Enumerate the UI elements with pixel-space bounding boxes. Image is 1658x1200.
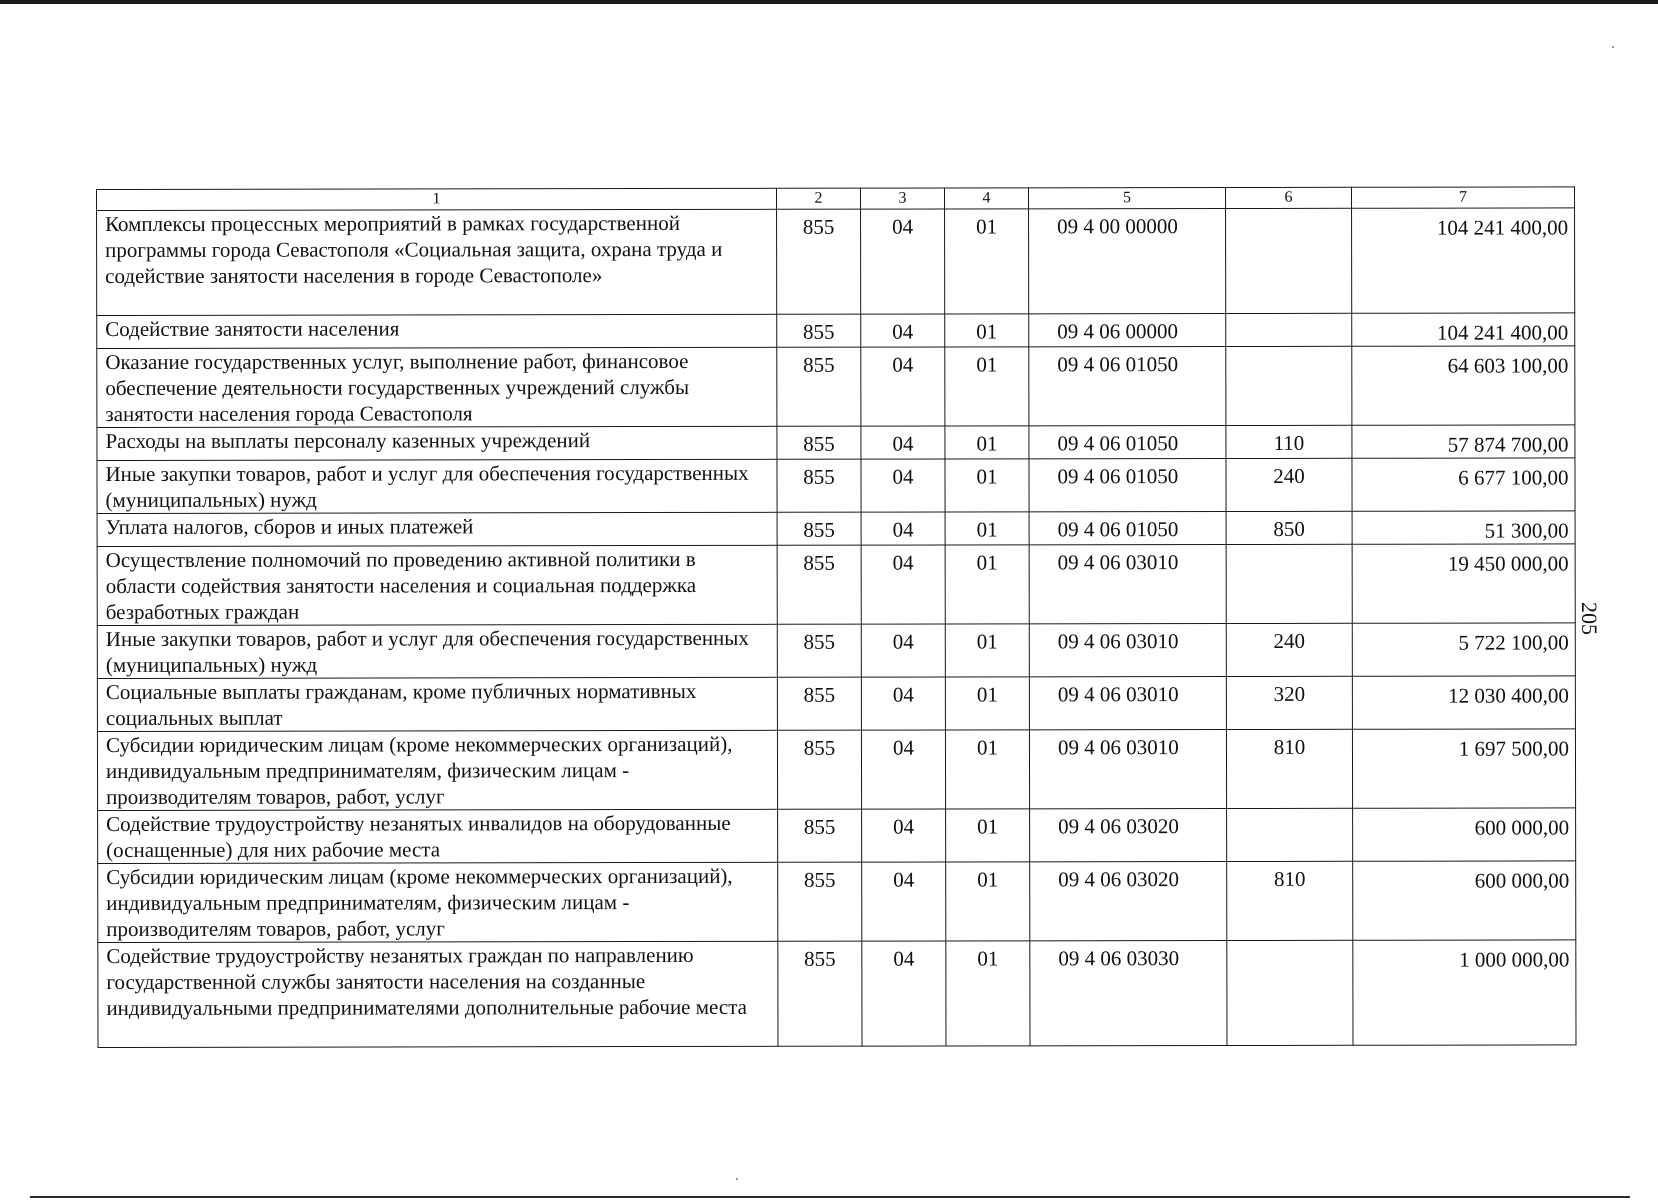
scan-speck [1612, 46, 1614, 48]
column-header: 4 [944, 188, 1028, 209]
row-amount: 64 603 100,00 [1352, 346, 1575, 425]
row-code-5: 09 4 00 00000 [1029, 209, 1226, 314]
row-amount: 104 241 400,00 [1352, 208, 1575, 313]
row-code-6: 110 [1226, 425, 1352, 458]
scan-speck [736, 1178, 738, 1180]
row-code-4: 01 [945, 209, 1029, 314]
row-amount: 104 241 400,00 [1352, 313, 1575, 346]
row-code-6: 810 [1226, 729, 1352, 808]
scan-top-edge [0, 0, 1658, 4]
row-code-5: 09 4 06 03010 [1029, 545, 1226, 624]
row-code-4: 01 [945, 347, 1029, 426]
row-name: Расходы на выплаты персоналу казенных учреждений [97, 426, 777, 460]
row-name: Оказание государственных услуг, выполнение работ, финансовое обеспечение деятельности государственных учреждений службы занятости населения города Севастополя [97, 347, 777, 427]
row-code-4: 01 [945, 545, 1029, 624]
table-row [97, 729, 1575, 811]
row-code-5: 09 4 06 03020 [1030, 862, 1227, 941]
table-row [98, 808, 1576, 864]
row-code-5: 09 4 06 03010 [1029, 677, 1226, 730]
row-code-2: 855 [777, 347, 861, 426]
row-code-6: 320 [1226, 676, 1352, 729]
row-code-3: 04 [861, 624, 945, 677]
scan-bottom-edge [30, 1196, 1630, 1198]
row-code-4: 01 [945, 730, 1029, 809]
table-body [97, 208, 1576, 1048]
row-code-4: 01 [946, 941, 1030, 1046]
row-code-5: 09 4 06 03030 [1030, 941, 1227, 1046]
page-number: 205 [1577, 602, 1602, 635]
column-header: 7 [1351, 187, 1574, 208]
row-code-6 [1226, 313, 1352, 346]
table-row [97, 544, 1575, 626]
budget-table [96, 186, 1576, 1048]
column-header: 6 [1225, 187, 1351, 208]
row-code-2: 855 [777, 677, 861, 730]
row-code-5: 09 4 06 00000 [1029, 314, 1226, 347]
row-code-5: 09 4 06 01050 [1029, 512, 1226, 545]
row-amount: 600 000,00 [1353, 808, 1576, 861]
row-code-2: 855 [777, 426, 861, 459]
table-row [97, 623, 1575, 679]
row-code-4: 01 [945, 512, 1029, 545]
table-row [97, 346, 1575, 428]
row-name: Содействие трудоустройству незанятых граждан по направлению государственной службы занятости населения на созданные индивидуальными предпринимателями дополнительные рабочие места [98, 941, 778, 1047]
row-name: Субсидии юридическим лицам (кроме некоммерческих организаций), индивидуальным предпринимателям, физическим лицам - производителям товаров, работ, услуг [98, 862, 778, 942]
row-amount: 51 300,00 [1352, 511, 1575, 544]
row-name: Осуществление полномочий по проведению активной политики в области содействия занятости населения и социальная поддержка безработных граждан [97, 545, 777, 625]
row-code-2: 855 [777, 209, 861, 314]
row-amount: 1 000 000,00 [1353, 940, 1576, 1045]
row-name: Иные закупки товаров, работ и услуг для обеспечения государственных (муниципальных) нужд [97, 624, 777, 678]
row-code-4: 01 [945, 314, 1029, 347]
row-code-6 [1226, 208, 1352, 313]
row-code-5: 09 4 06 03010 [1029, 730, 1226, 809]
table-row [97, 458, 1575, 514]
row-code-5: 09 4 06 01050 [1029, 459, 1226, 512]
row-code-3: 04 [861, 512, 945, 545]
row-name: Уплата налогов, сборов и иных платежей [97, 512, 777, 546]
row-code-6 [1227, 940, 1353, 1045]
row-code-6 [1227, 808, 1353, 861]
row-code-4: 01 [945, 459, 1029, 512]
row-amount: 5 722 100,00 [1352, 623, 1575, 676]
table-row [98, 940, 1576, 1048]
row-name: Содействие трудоустройству незанятых инвалидов на оборудованные (оснащенные) для них рабочие места [98, 809, 778, 863]
row-code-5: 09 4 06 03020 [1030, 809, 1227, 862]
row-code-3: 04 [861, 730, 945, 809]
row-amount: 19 450 000,00 [1352, 544, 1575, 623]
row-code-3: 04 [862, 862, 946, 941]
column-header: 1 [97, 188, 777, 210]
row-code-2: 855 [778, 809, 862, 862]
row-code-2: 855 [777, 545, 861, 624]
row-code-6 [1226, 544, 1352, 623]
row-code-5: 09 4 06 03010 [1029, 624, 1226, 677]
row-code-2: 855 [777, 314, 861, 347]
table-row [98, 861, 1576, 943]
header-row [97, 187, 1575, 211]
row-code-3: 04 [861, 677, 945, 730]
row-code-2: 855 [777, 624, 861, 677]
column-header: 2 [776, 188, 860, 209]
row-code-2: 855 [777, 512, 861, 545]
row-code-3: 04 [861, 545, 945, 624]
table-row [97, 208, 1575, 316]
row-code-2: 855 [778, 862, 862, 941]
row-amount: 12 030 400,00 [1352, 676, 1575, 729]
row-amount: 57 874 700,00 [1352, 425, 1575, 458]
row-name: Иные закупки товаров, работ и услуг для обеспечения государственных (муниципальных) нужд [97, 459, 777, 513]
row-code-2: 855 [777, 459, 861, 512]
row-amount: 1 697 500,00 [1352, 729, 1575, 808]
row-code-4: 01 [946, 809, 1030, 862]
row-code-6: 810 [1227, 861, 1353, 940]
table-row [97, 511, 1575, 547]
row-code-3: 04 [861, 459, 945, 512]
row-code-6: 240 [1226, 623, 1352, 676]
row-name: Субсидии юридическим лицам (кроме некоммерческих организаций), индивидуальным предпринимателям, физическим лицам - производителям товаров, работ, услуг [97, 730, 777, 810]
row-amount: 600 000,00 [1353, 861, 1576, 940]
row-code-5: 09 4 06 01050 [1029, 426, 1226, 459]
table-row [97, 676, 1575, 732]
row-amount: 6 677 100,00 [1352, 458, 1575, 511]
row-code-3: 04 [862, 941, 946, 1046]
row-code-4: 01 [946, 862, 1030, 941]
row-code-3: 04 [862, 809, 946, 862]
row-code-2: 855 [778, 941, 862, 1046]
row-name: Комплексы процессных мероприятий в рамках государственной программы города Севастополя «Социальная защита, охрана труда и содействие занятости населения в городе Севастополе» [97, 209, 777, 315]
row-code-3: 04 [861, 314, 945, 347]
row-code-6 [1226, 346, 1352, 425]
row-code-6: 240 [1226, 458, 1352, 511]
row-name: Социальные выплаты гражданам, кроме публичных нормативных социальных выплат [97, 677, 777, 731]
row-code-3: 04 [861, 347, 945, 426]
row-code-4: 01 [945, 624, 1029, 677]
row-code-4: 01 [945, 426, 1029, 459]
row-code-6: 850 [1226, 511, 1352, 544]
table-row [97, 313, 1575, 349]
table-row [97, 425, 1575, 461]
row-code-3: 04 [861, 209, 945, 314]
column-header: 3 [860, 188, 944, 209]
row-code-5: 09 4 06 01050 [1029, 347, 1226, 426]
column-header: 5 [1028, 188, 1225, 209]
row-name: Содействие занятости населения [97, 314, 777, 348]
row-code-4: 01 [945, 677, 1029, 730]
row-code-3: 04 [861, 426, 945, 459]
row-code-2: 855 [777, 730, 861, 809]
